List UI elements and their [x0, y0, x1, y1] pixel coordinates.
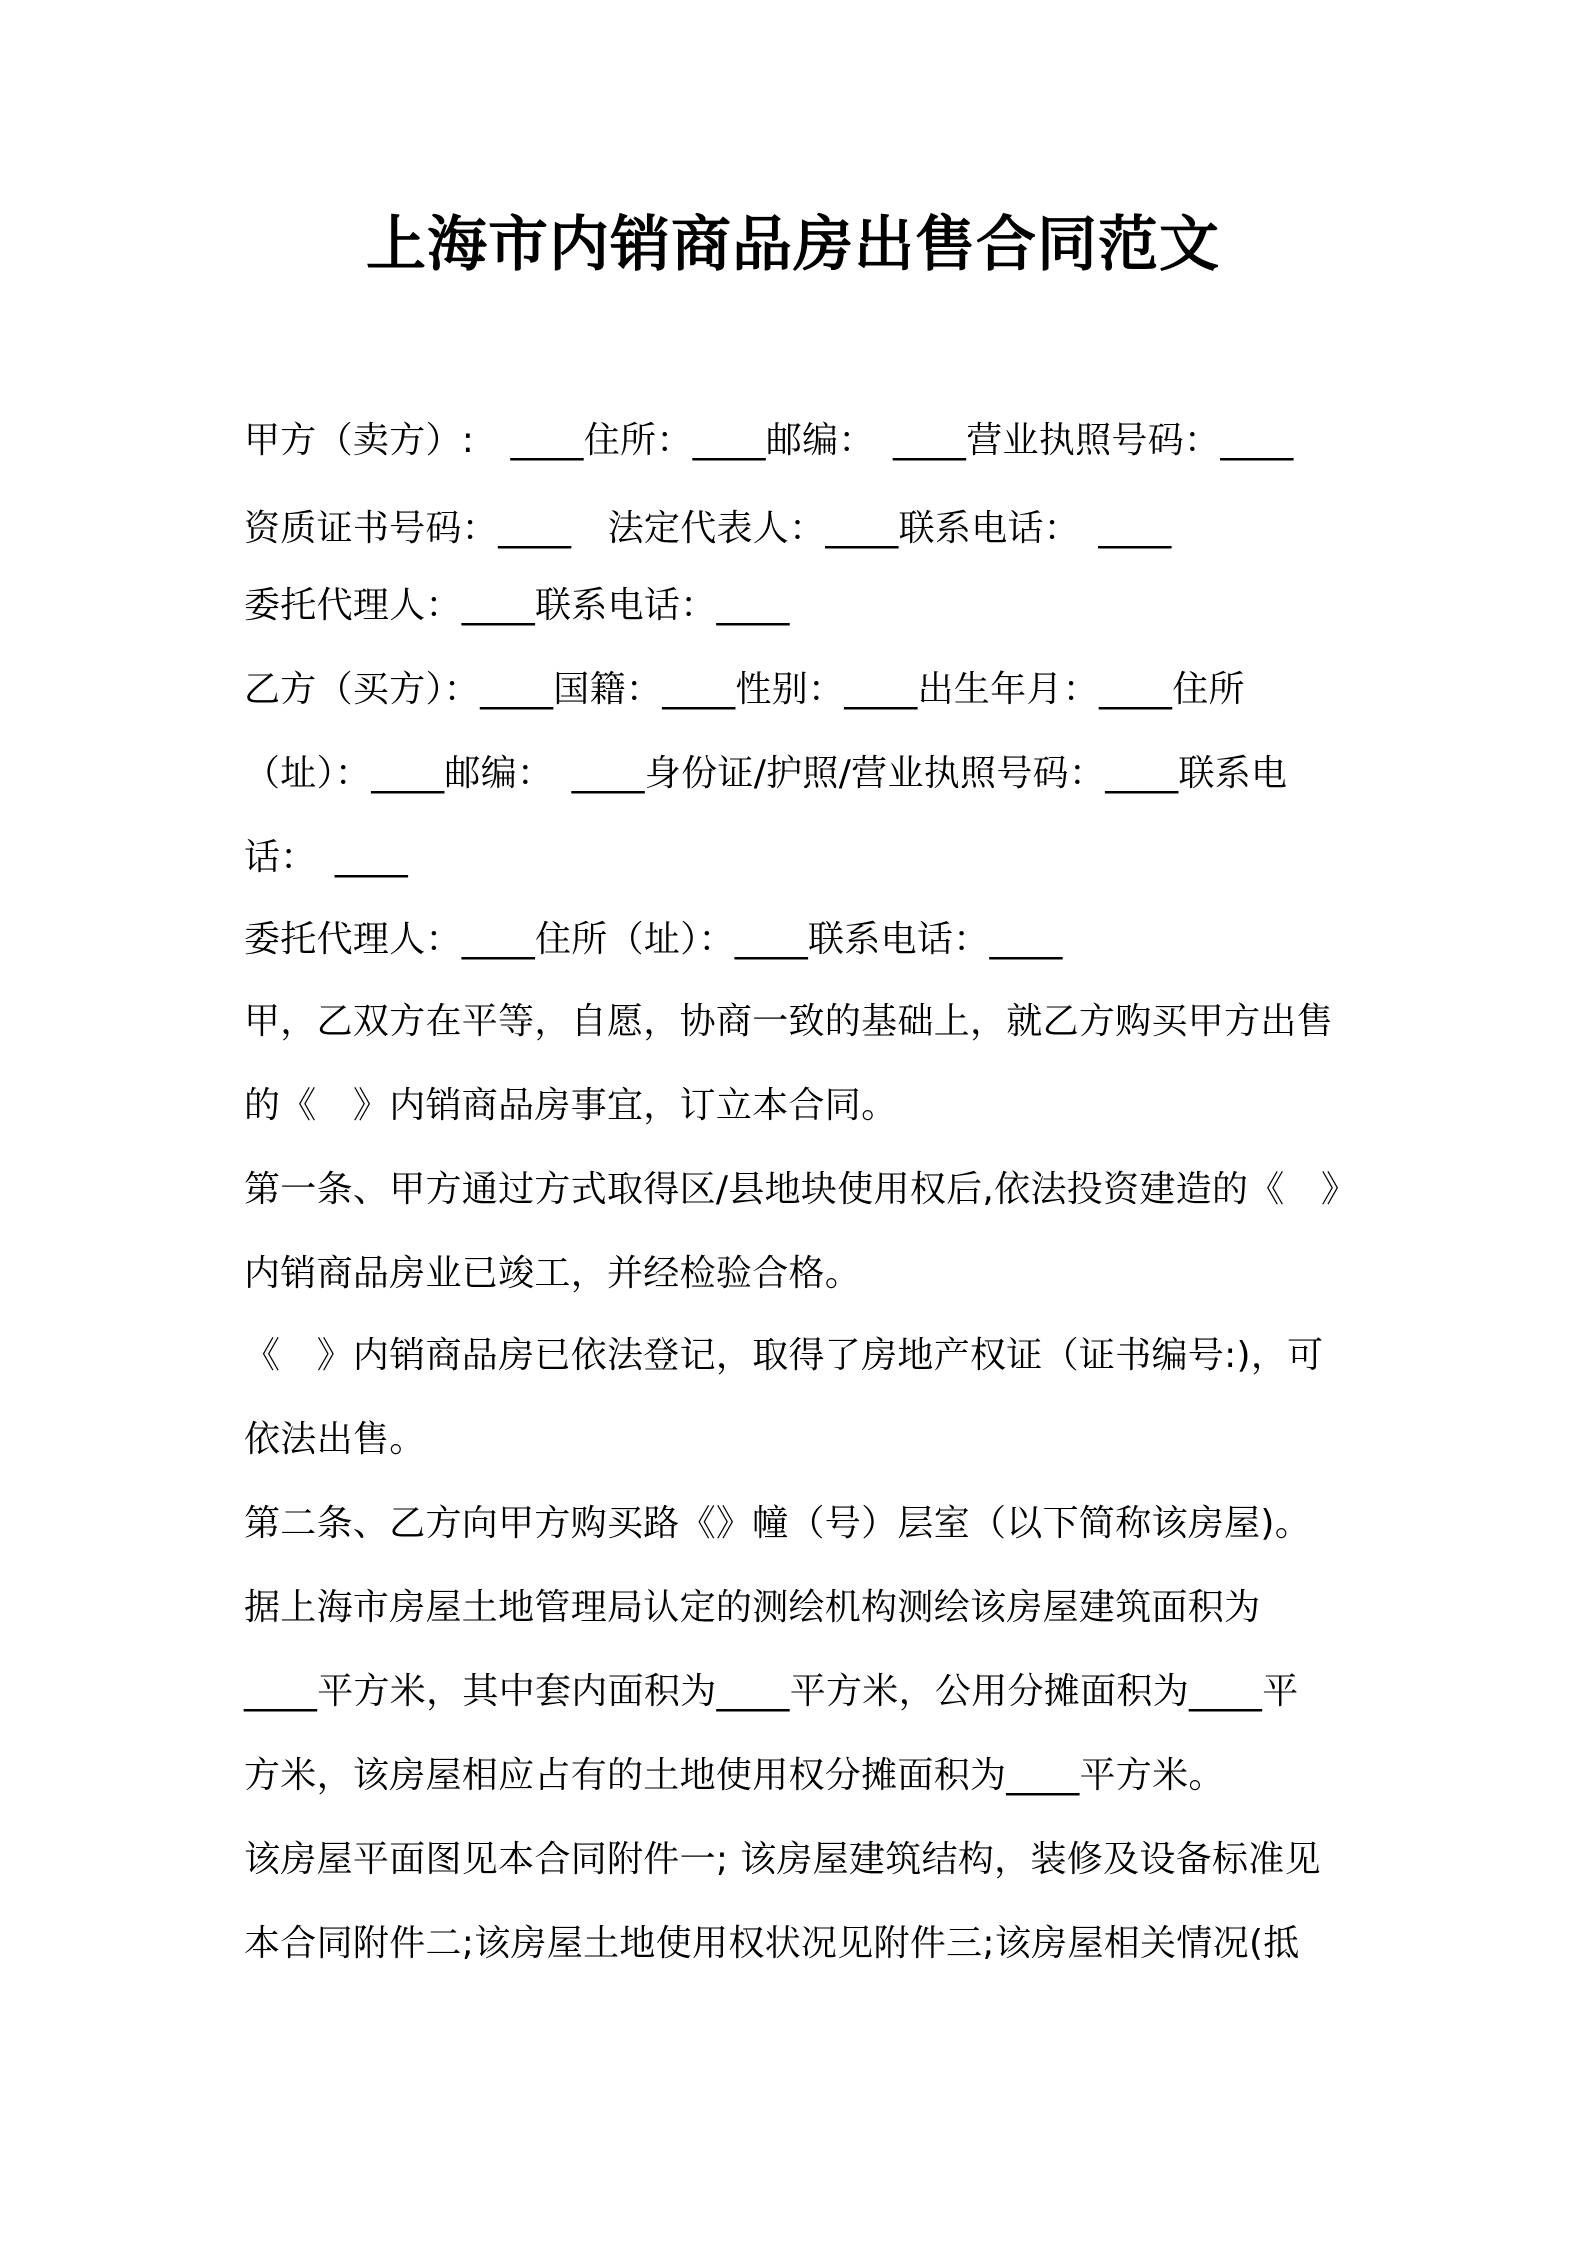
contract-line-article1-3: 《 》内销商品房已依法登记，取得了房地产权证（证书编号:)，可 — [244, 1335, 1324, 1376]
contract-line-seller-agent: 委托代理人：____联系电话：____ — [244, 585, 790, 626]
contract-line-article2-3: ____平方米，其中套内面积为____平方米，公用分摊面积为____平 — [244, 1671, 1299, 1712]
contract-line-buyer: 乙方（买方）：____国籍：____性别：____出生年月：____住所 — [244, 669, 1245, 710]
contract-line-article2-4: 方米，该房屋相应占有的土地使用权分摊面积为____平方米。 — [244, 1755, 1225, 1796]
contract-line-buyer-agent: 委托代理人：____住所（址）：____联系电话：____ — [244, 919, 1063, 960]
contract-line-article2-2: 据上海市房屋土地管理局认定的测绘机构测绘该房屋建筑面积为 — [244, 1587, 1261, 1628]
contract-line-article1-4: 依法出售。 — [244, 1419, 426, 1460]
contract-line-article2-6: 本合同附件二;该房屋土地使用权状况见附件三;该房屋相关情况(抵 — [244, 1923, 1300, 1964]
contract-line-article2-1: 第二条、乙方向甲方购买路《》幢（号）层室（以下简称该房屋)。 — [244, 1503, 1312, 1544]
contract-line-article1-2: 内销商品房业已竣工，并经检验合格。 — [244, 1253, 862, 1294]
contract-line-seller: 甲方（卖方）: ____住所：____邮编： ____营业执照号码：____ — [244, 420, 1294, 461]
contract-line-article1-1: 第一条、甲方通过方式取得区/县地块使用权后,依法投资建造的《 》 — [244, 1169, 1358, 1210]
contract-line-preamble-1: 甲，乙双方在平等，自愿，协商一致的基础上，就乙方购买甲方出售 — [244, 1001, 1334, 1042]
contract-line-buyer-address: （址）：____邮编： ____身份证/护照/营业执照号码：____联系电 — [244, 753, 1288, 794]
contract-line-seller-license: 资质证书号码：____ 法定代表人：____联系电话： ____ — [244, 508, 1172, 549]
document-title: 上海市内销商品房出售合同范文 — [366, 210, 1220, 280]
contract-line-article2-5: 该房屋平面图见本合同附件一; 该房屋建筑结构，装修及设备标准见 — [244, 1839, 1321, 1880]
contract-line-buyer-phone: 话： ____ — [244, 837, 409, 878]
contract-line-preamble-2: 的《 》内销商品房事宜，订立本合同。 — [244, 1085, 898, 1126]
